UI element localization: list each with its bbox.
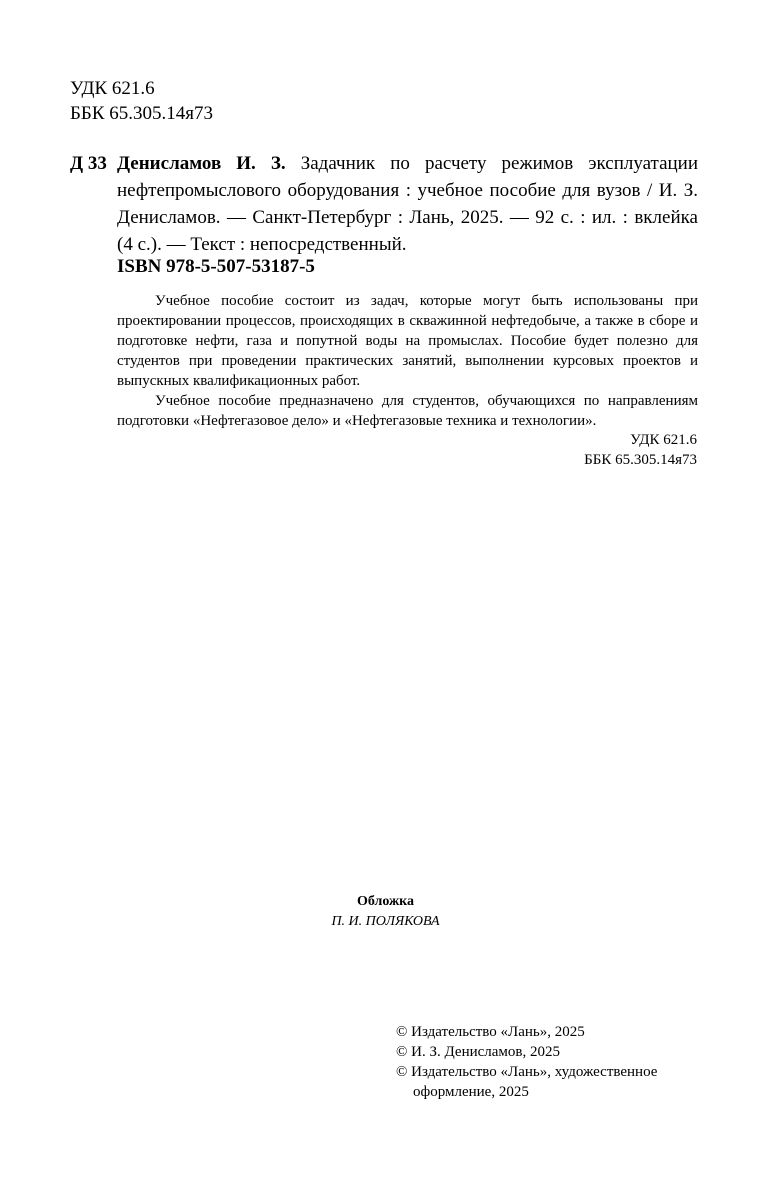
abstract-paragraph: Учебное пособие состоит из задач, которые могут быть использованы при проектировании процессов, происходящих в скважинной нефтедобыче, а также в сборе и подготовке нефти, газа и попутной воды на промыслах. Пособие будет полезно для студентов при проведении практических занятий, выполнении курсовых проектов и выпускных квалификационных работ. (117, 293, 698, 389)
copyright-line: © Издательство «Лань», 2025 (396, 1024, 585, 1040)
bbk-code: ББК 65.305.14я73 (584, 452, 697, 468)
isbn: ISBN 978-5-507-53187-5 (117, 256, 315, 277)
udk-code: УДК 621.6 (630, 432, 697, 448)
bbk-code: ББК 65.305.14я73 (70, 103, 213, 124)
copyright-line: © Издательство «Лань», художественное (396, 1064, 658, 1080)
bibliographic-description (117, 150, 698, 258)
cover-label: Обложка (356, 894, 415, 909)
abstract (117, 291, 698, 431)
author-mark: Д 33 (70, 153, 107, 174)
copyright-block (396, 1022, 716, 1102)
bottom-classification-codes (520, 430, 697, 470)
copyright-line: © И. З. Денисламов, 2025 (396, 1044, 560, 1060)
top-classification-codes (70, 76, 213, 126)
description-text: Задачник по расчету режимов эксплуатации нефтепромыслового оборудования : учебное пособие для вузов / И. З. Денисламов. — Санкт-Петербург : Лань, 2025. — 92 с. : ил. : вклейка (4 с.). — Текст : непосредственный. (117, 153, 699, 255)
udk-code: УДК 621.6 (70, 78, 155, 99)
cover-designer: П. И. ПОЛЯКОВА (331, 914, 440, 929)
cover-credit (270, 892, 501, 932)
abstract-paragraph: Учебное пособие предназначено для студентов, обучающихся по направлениям подготовки «Нефтегазовое дело» и «Нефтегазовые техника и технологии». (117, 393, 698, 429)
copyright-line: оформление, 2025 (413, 1084, 529, 1100)
author-name: Денисламов И. З. (117, 153, 286, 174)
